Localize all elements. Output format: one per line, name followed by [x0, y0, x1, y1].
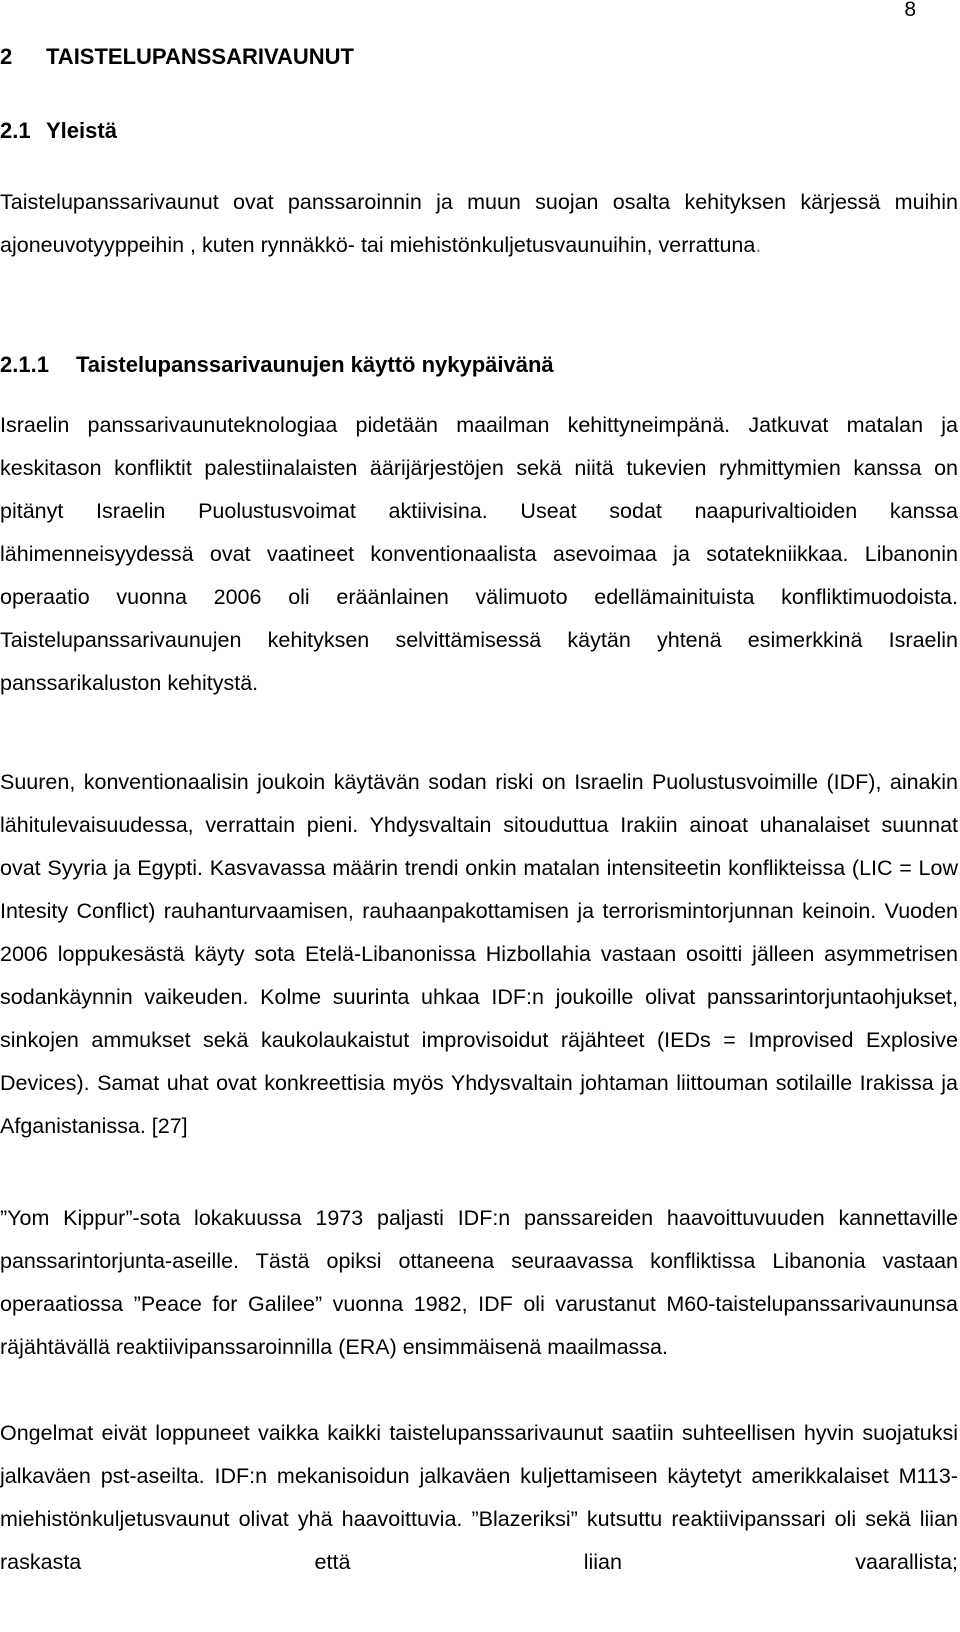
section-number: 2.1	[0, 118, 31, 143]
paragraph-israel: Israelin panssarivaunuteknologiaa pidetään maailman kehittyneimpänä. Jatkuvat matalan ja keskitason konfliktit palestiinalaisten äärijärjestöjen sekä niitä tukevien ryhmittymien kanssa on pitänyt Israelin Puolustusvoimat aktiivisina. Useat sodat naapurivaltioiden kanssa lähimenneisyydessä ovat vaatineet konventionaalista asevoimaa ja sotatekniikkaa. Libanonin operaatio vuonna 2006 oli eräänlainen välimuoto edellämainituista konfliktimuodoista. Taistelupanssarivaunujen kehityksen selvittämisessä käytän yhtenä esimerkkinä Israelin panssarikaluston kehitystä.	[0, 413, 958, 695]
subsection-title: Taistelupanssarivaunujen käyttö nykypäivänä	[76, 352, 554, 377]
section-title: Yleistä	[46, 118, 117, 143]
chapter-number: 2	[0, 44, 13, 69]
page-number: 8	[904, 0, 916, 21]
subsection-heading	[0, 352, 554, 378]
chapter-heading	[0, 44, 354, 70]
intro-text: Taistelupanssarivaunut ovat panssaroinnin ja muun suojan osalta kehityksen kärjessä muihin ajoneuvotyyppeihin , kuten rynnäkkö- tai miehistönkuljetusvaunuihin, verrattuna	[0, 190, 958, 257]
intro-paragraph	[0, 181, 958, 267]
subsection-number: 2.1.1	[0, 352, 49, 377]
paragraph-suuren: Suuren, konventionaalisin joukoin käytävän sodan riski on Israelin Puolustusvoimille (IDF), ainakin lähitulevaisuudessa, verrattain pieni. Yhdysvaltain sitouduttua Irakiin ainoat uhanalaiset suunnat ovat Syyria ja Egypti. Kasvavassa määrin trendi onkin matalan intensiteetin konflikteissa (LIC = Low Intesity Conflict) rauhanturvaamisen, rauhaanpakottamisen ja terrorismintorjunnan keinoin. Vuoden 2006 loppukesästä käyty sota Etelä-Libanonissa Hizbollahia vastaan osoitti jälleen asymmetrisen sodankäynnin vaikeuden. Kolme suurinta uhkaa IDF:n joukoille olivat panssarintorjuntaohjukset, sinkojen ammukset sekä kaukolaukaistut improvisoidut räjähteet (IEDs = Improvised Explosive Devices). Samat uhat ovat konkreettisia myös Yhdysvaltain johtaman liittouman sotilaille Irakissa ja Afganistanissa. [27]	[0, 770, 958, 1138]
intro-period: .	[755, 233, 762, 257]
section-heading	[0, 118, 117, 144]
paragraph-yom-kippur: ”Yom Kippur”-sota lokakuussa 1973 paljasti IDF:n panssareiden haavoittuvuuden kannettaville panssarintorjunta-aseille. Tästä opiksi ottaneena seuraavassa konfliktissa Libanonia vastaan operaatiossa ”Peace for Galilee” vuonna 1982, IDF oli varustanut M60-taistelupanssarivaununsa räjähtävällä reaktiivipanssaroinnilla (ERA) ensimmäisenä maailmassa.	[0, 1206, 958, 1359]
chapter-title: TAISTELUPANSSARIVAUNUT	[46, 44, 354, 69]
paragraph-ongelmat: Ongelmat eivät loppuneet vaikka kaikki taistelupanssarivaunut saatiin suhteellisen hyvin suojatuksi jalkaväen pst-aseilta. IDF:n mekanisoidun jalkaväen kuljettamiseen käytetyt amerikkalaiset M113-miehistönkuljetusvaunut olivat yhä haavoittuvia. ”Blazeriksi” kutsuttu reaktiivipanssari oli sekä liian raskasta että liian vaarallista;	[0, 1421, 958, 1574]
